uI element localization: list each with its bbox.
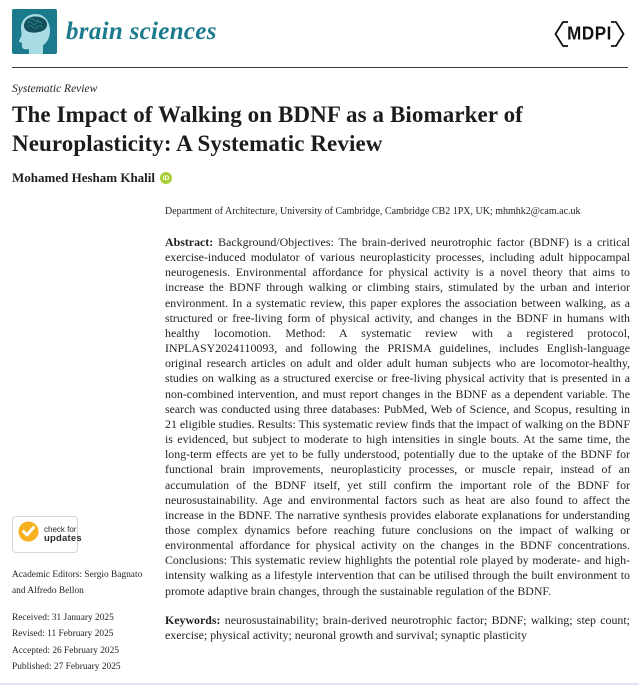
- meta-sidebar: [12, 200, 152, 678]
- journal-header: [0, 0, 639, 59]
- author-name: Mohamed Hesham Khalil: [12, 170, 156, 185]
- brain-sciences-logo-icon: [12, 9, 57, 59]
- mdpi-logo-text: MDPI: [567, 23, 612, 44]
- checkmark-icon: [18, 521, 39, 549]
- author-line: [12, 170, 627, 186]
- keywords-text: neurosustainability; brain-derived neurotrophic factor; BDNF; walking; step count; exercise; physical activity; neuronal growth and survival; synaptic plasticity: [165, 612, 630, 642]
- abstract-paragraph: [165, 235, 630, 599]
- academic-editors: Academic Editors: Sergio Bagnato and Alfredo Bellon: [12, 570, 143, 596]
- article-head: [0, 83, 639, 186]
- check-for-updates-label: check for updates: [44, 524, 82, 545]
- page-title: The Impact of Walking on BDNF as a Biomarker of Neuroplasticity: A Systematic Review: [12, 102, 523, 156]
- mdpi-logo: [554, 20, 625, 48]
- keywords-label: Keywords:: [165, 612, 221, 627]
- mdpi-bracket-right-icon: [610, 20, 625, 48]
- journal-name: brain sciences: [66, 18, 217, 45]
- article-type-label: Systematic Review: [12, 83, 98, 95]
- keywords-paragraph: [165, 613, 630, 643]
- abstract-label: Abstract:: [165, 235, 214, 249]
- check-for-updates-badge[interactable]: [12, 516, 82, 554]
- orcid-icon[interactable]: iD: [160, 172, 172, 184]
- content-area: [12, 200, 630, 678]
- date-received: Received: 31 January 2025: [12, 613, 114, 624]
- header-divider: [12, 67, 628, 68]
- article-dates: [12, 610, 152, 675]
- date-revised: Revised: 11 February 2025: [12, 629, 114, 640]
- author-affiliation: Department of Architecture, University of Cambridge, Cambridge CB2 1PX, UK; mhmhk2@cam.ac.uk: [165, 206, 581, 217]
- main-column: [165, 200, 630, 678]
- date-published: Published: 27 February 2025: [12, 661, 121, 672]
- journal-logo-block: [12, 9, 217, 59]
- date-accepted: Accepted: 26 February 2025: [12, 645, 119, 656]
- abstract-text: Background/Objectives: The brain-derived neurotrophic factor (BDNF) is a critical exercise-induced modulator of various neuroplasticity processes, including adult hippocampal neurogenesis. Environmental affordance for physical activity is a novel theory that aims to increase the BDNF through walking or climbing stairs, stimulated by the urban and interior environment. In a systematic review, this paper explores the association between walking, as a structured or free-living form of physical activity, and changes in the BDNF in humans with healthy locomotion. Method: A systematic review with a registered protocol, INPLASY2024110093, and following the PRISMA guidelines, includes English-language original research articles on adult and older adult human subjects who are locomotor-healthy, studies on walking as a structured exercise or free-living physical activity that is presented in a non-combined intervention, and must report changes in the BDNF as a dependent variable. The search was conducted using three databases: PubMed, Web of Science, and Scopus, resulting in 21 eligible studies. Results: This systematic review finds that the impact of walking on the BDNF is evidenced, but subject to moderate to high intensities in single bouts. At the same time, the long-term effects are yet to be fully understood, potentially due to the uptake of the BDNF for functional brain improvements, neuroplasticity processes, or muscle repair, instead of an accumulation of the BDNF itself, yet still confirm the important role of the BDNF for neurosustainability. Age and environmental factors such as heat are also found to affect the increase in the BDNF. The narrative synthesis provides elaborate explanations for understanding those complex dynamics before reaching future conclusions on the impact of walking or environmental affordance for physical activity on the changes in the BDNF concentrations. Conclusions: This systematic review highlights the potential role played by moderate- and high-intensity walking as a lifestyle intervention that can be utilised through the built environment to promote adaptive brain changes, through the sustainable regulation of the BDNF.: [165, 235, 630, 598]
